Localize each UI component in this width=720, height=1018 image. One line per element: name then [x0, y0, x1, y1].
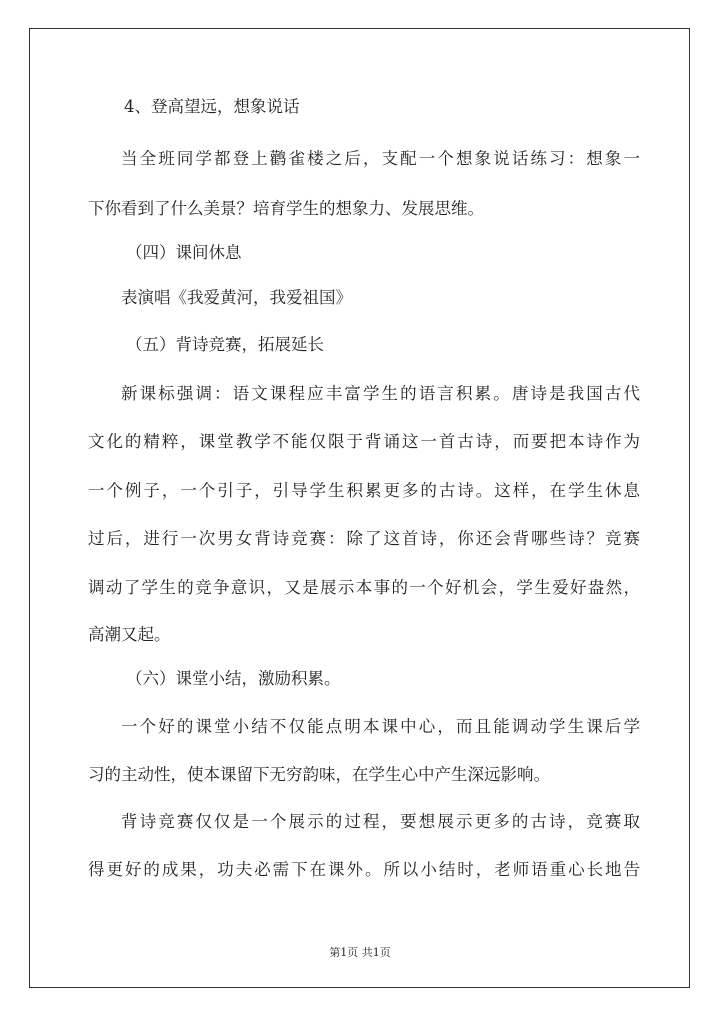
section-heading: （六）课堂小结，激励积累。	[126, 669, 341, 688]
section-heading: （五）背诗竞赛，拓展延长	[126, 335, 324, 354]
paragraph-line: 过后，进行一次男女背诗竞赛：除了这首诗，你还会背哪些诗？竞赛	[88, 529, 640, 548]
paragraph-line: 下你看到了什么美景？培育学生的想象力、发展思维。	[88, 199, 484, 218]
section-heading: （四）课间休息	[126, 243, 242, 262]
heading-4: 4、登高望远，想象说话	[124, 97, 300, 116]
paragraph-line: 一个例子，一个引子，引导学生积累更多的古诗。这样，在学生休息	[88, 481, 640, 500]
paragraph-line: 表演唱《我爱黄河，我爱祖国》	[121, 288, 352, 307]
paragraph-line: 文化的精粹，课堂教学不能仅限于背诵这一首古诗，而要把本诗作为	[88, 432, 640, 451]
paragraph-line: 高潮又起。	[88, 625, 171, 644]
paragraph-line: 当全班同学都登上鹳雀楼之后，支配一个想象说话练习：想象一	[121, 149, 640, 168]
paragraph-line: 习的主动性，使本课留下无穷韵味，在学生心中产生深远影响。	[88, 765, 550, 784]
paragraph-line: 调动了学生的竞争意识，又是展示本事的一个好机会，学生爱好盎然，	[88, 578, 640, 597]
paragraph-line: 得更好的成果，功夫必需下在课外。所以小结时，老师语重心长地告	[88, 860, 640, 879]
paragraph-line: 新课标强调：语文课程应丰富学生的语言积累。唐诗是我国古代	[121, 384, 640, 403]
page-border	[29, 28, 690, 988]
paragraph-line: 背诗竞赛仅仅是一个展示的过程，要想展示更多的古诗，竞赛取	[121, 812, 640, 831]
page-footer: 第1页 共1页	[329, 946, 391, 959]
paragraph-line: 一个好的课堂小结不仅能点明本课中心，而且能调动学生课后学	[121, 717, 640, 736]
